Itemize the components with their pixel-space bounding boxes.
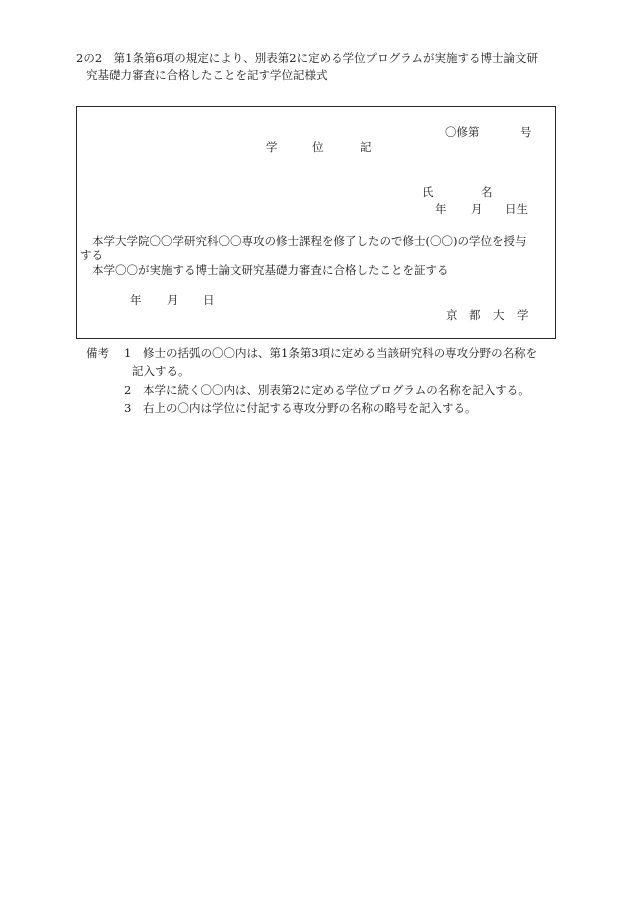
issuer-char-2: 都	[469, 308, 481, 322]
certificate-number-prefix: 〇修第	[445, 125, 480, 139]
certificate-body-line-3: 本学〇〇が実施する博士論文研究基礎力審査に合格したことを証する	[92, 263, 449, 277]
remark-1-number: 1	[124, 346, 132, 360]
heading-line-1: 2の2 第1条第6項の規定により、別表第2に定める学位プログラムが実施する博士論文研	[76, 51, 538, 65]
birth-day-label: 日生	[505, 202, 528, 216]
birth-year-label: 年	[435, 202, 447, 216]
document-heading	[76, 52, 576, 83]
certificate-title-char-1: 学	[266, 140, 278, 154]
remark-2-line-1: 本学に続く〇〇内は、別表第2に定める学位プログラムの名称を記入する。	[143, 383, 530, 397]
remarks-label: 備考	[86, 346, 109, 360]
certificate-form-box	[76, 106, 556, 339]
heading-line-2: 究基礎力審査に合格したことを記す学位記様式	[86, 67, 328, 82]
certificate-body-line-2: する	[80, 248, 103, 262]
certificate-body-line-1: 本学大学院〇〇学研究科〇〇専攻の修士課程を修了したので修士(〇〇)の学位を授与	[92, 234, 527, 248]
certificate-title-char-3: 記	[360, 140, 372, 154]
issuer-char-1: 京	[446, 308, 458, 322]
certificate-number-suffix: 号	[520, 125, 532, 139]
issue-year-label: 年	[130, 293, 142, 307]
issue-month-label: 月	[167, 293, 179, 307]
remark-1-line-2: 記入する。	[132, 364, 190, 378]
certificate-title-char-2: 位	[312, 140, 324, 154]
remark-3-number: 3	[124, 401, 132, 415]
remark-3-line-1: 右上の〇内は学位に付記する専攻分野の名称の略号を記入する。	[143, 401, 477, 415]
remark-1-line-1: 修士の括弧の〇〇内は、第1条第3項に定める当該研究科の専攻分野の名称を	[143, 346, 538, 360]
issuer-char-4: 学	[517, 308, 529, 322]
issuer-char-3: 大	[493, 308, 505, 322]
issue-day-label: 日	[203, 293, 215, 307]
remark-2-number: 2	[124, 383, 132, 397]
name-label-char-2: 名	[481, 185, 493, 199]
name-label-char-1: 氏	[422, 185, 434, 199]
birth-month-label: 月	[471, 202, 483, 216]
